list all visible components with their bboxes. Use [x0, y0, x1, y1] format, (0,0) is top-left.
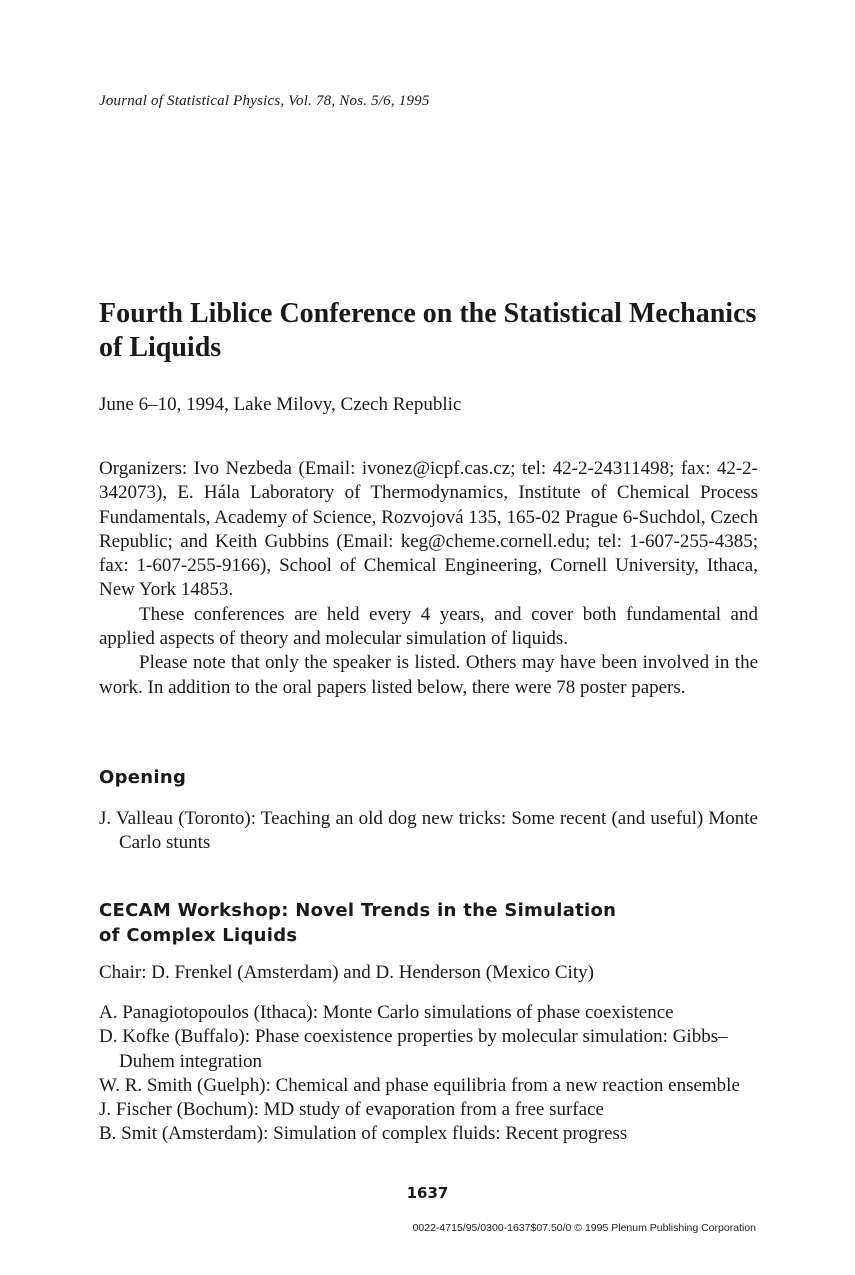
section-heading-line: of Complex Liquids: [99, 925, 298, 946]
organizers-paragraph: Organizers: Ivo Nezbeda (Email: ivonez@icpf.cas.cz; tel: 42-2-24311498; fax: 42-2-342073), E. Hála Laboratory of Thermodynamics, Institute of Chemical Process Fundamentals, Academy of Science, Rozvojová 135, 165-02 Prague 6-Suchdol, Czech Republic; and Keith Gubbins (Email: keg@cheme.cornell.edu; tel: 1-607-255-4385; fax: 1-607-255-9166), School of Chemical Engineering, Cornell University, Ithaca, New York 14853.: [99, 458, 758, 601]
section-heading-line: CECAM Workshop: Novel Trends in the Simulation: [99, 900, 617, 921]
cecam-entries: [99, 1001, 758, 1147]
intro-text: [99, 457, 758, 700]
opening-entries: [99, 807, 758, 856]
conference-dateline: June 6–10, 1994, Lake Milovy, Czech Republic: [99, 394, 462, 415]
article-title: Fourth Liblice Conference on the Statistical Mechanics of Liquids: [99, 298, 757, 363]
intro-paragraph-note: Please note that only the speaker is listed. Others may have been involved in the work. In addition to the oral papers listed below, there were 78 poster papers.: [99, 652, 758, 698]
section-heading-cecam: [99, 898, 616, 948]
talk-entry: J. Valleau (Toronto): Teaching an old dog new tricks: Some recent (and useful) Monte Carlo stunts: [99, 808, 758, 854]
talk-entry: D. Kofke (Buffalo): Phase coexistence properties by molecular simulation: Gibbs–Duhem integration: [99, 1026, 728, 1072]
session-chair: Chair: D. Frenkel (Amsterdam) and D. Henderson (Mexico City): [99, 962, 594, 983]
talk-entry: J. Fischer (Bochum): MD study of evaporation from a free surface: [99, 1099, 604, 1121]
talk-entry: W. R. Smith (Guelph): Chemical and phase equilibria from a new reaction ensemble: [99, 1074, 740, 1096]
section-heading-opening: Opening: [99, 767, 187, 788]
copyright-line: 0022-4715/95/0300-1637$07.50/0 © 1995 Plenum Publishing Corporation: [412, 1222, 756, 1234]
talk-entry: A. Panagiotopoulos (Ithaca): Monte Carlo simulations of phase coexistence: [99, 1002, 674, 1023]
intro-paragraph-scope: These conferences are held every 4 years, and cover both fundamental and applied aspects of theory and molecular simulation of liquids.: [99, 603, 758, 650]
journal-running-head: Journal of Statistical Physics, Vol. 78, Nos. 5/6, 1995: [99, 93, 430, 109]
page-number: 1637: [406, 1184, 449, 1202]
talk-entry: B. Smit (Amsterdam): Simulation of complex fluids: Recent progress: [99, 1123, 628, 1145]
